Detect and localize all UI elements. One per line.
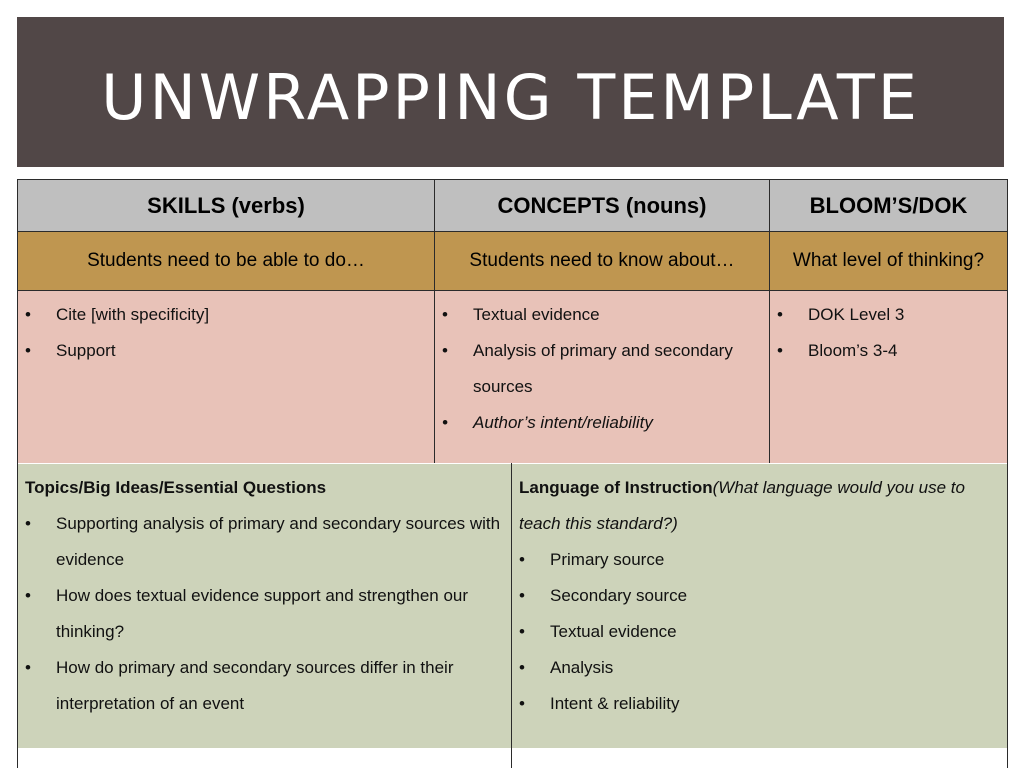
list-item: • Primary source — [519, 542, 1001, 578]
concepts-cell — [434, 290, 770, 464]
language-heading-line — [519, 470, 1001, 542]
topics-heading: Topics/Big Ideas/Essential Questions — [25, 478, 327, 497]
header-concepts — [434, 179, 770, 232]
language-box — [512, 464, 1007, 748]
subheader-concepts — [434, 231, 770, 291]
list-item: • Analysis — [519, 650, 1001, 686]
subheader-skills — [17, 231, 435, 291]
list-item: • How does textual evidence support and strengthen our thinking? — [25, 578, 506, 650]
list-item: • Author’s intent/reliability — [442, 405, 762, 441]
header-blooms — [769, 179, 1008, 232]
language-list — [519, 542, 1001, 722]
header-skills-label: SKILLS (verbs) — [147, 192, 305, 218]
list-item: • Support — [25, 333, 427, 369]
subheader-skills-label: Students need to be able to do… — [87, 250, 365, 271]
title-bar — [17, 17, 1004, 167]
list-item: • Textual evidence — [442, 297, 762, 333]
language-heading-note: (What language would you use to teach this standard?) — [519, 478, 965, 533]
skills-cell — [17, 290, 435, 464]
blooms-list — [770, 291, 1007, 369]
topics-list — [25, 506, 506, 722]
list-item: • Textual evidence — [519, 614, 1001, 650]
header-concepts-label: CONCEPTS (nouns) — [497, 192, 707, 218]
list-item: • How do primary and secondary sources differ in their interpretation of an event — [25, 650, 506, 722]
list-item: • Intent & reliability — [519, 686, 1001, 722]
header-skills — [17, 179, 435, 232]
slide-title: UNWRAPPING TEMPLATE — [101, 60, 920, 134]
subheader-blooms-label: What level of thinking? — [792, 250, 985, 271]
list-item: • Supporting analysis of primary and secondary sources with evidence — [25, 506, 506, 578]
list-item: • Secondary source — [519, 578, 1001, 614]
header-blooms-label: BLOOM’S/DOK — [809, 192, 968, 218]
list-item: • DOK Level 3 — [777, 297, 1000, 333]
language-heading: Language of Instruction — [519, 478, 713, 497]
skills-list — [18, 291, 434, 369]
concepts-list — [435, 291, 769, 441]
subheader-blooms — [769, 231, 1008, 291]
blooms-cell — [769, 290, 1008, 464]
list-item: • Cite [with specificity] — [25, 297, 427, 333]
subheader-concepts-label: Students need to know about… — [469, 250, 735, 271]
list-item: • Bloom’s 3-4 — [777, 333, 1000, 369]
topics-box — [18, 464, 512, 748]
list-item: • Analysis of primary and secondary sources — [442, 333, 762, 405]
